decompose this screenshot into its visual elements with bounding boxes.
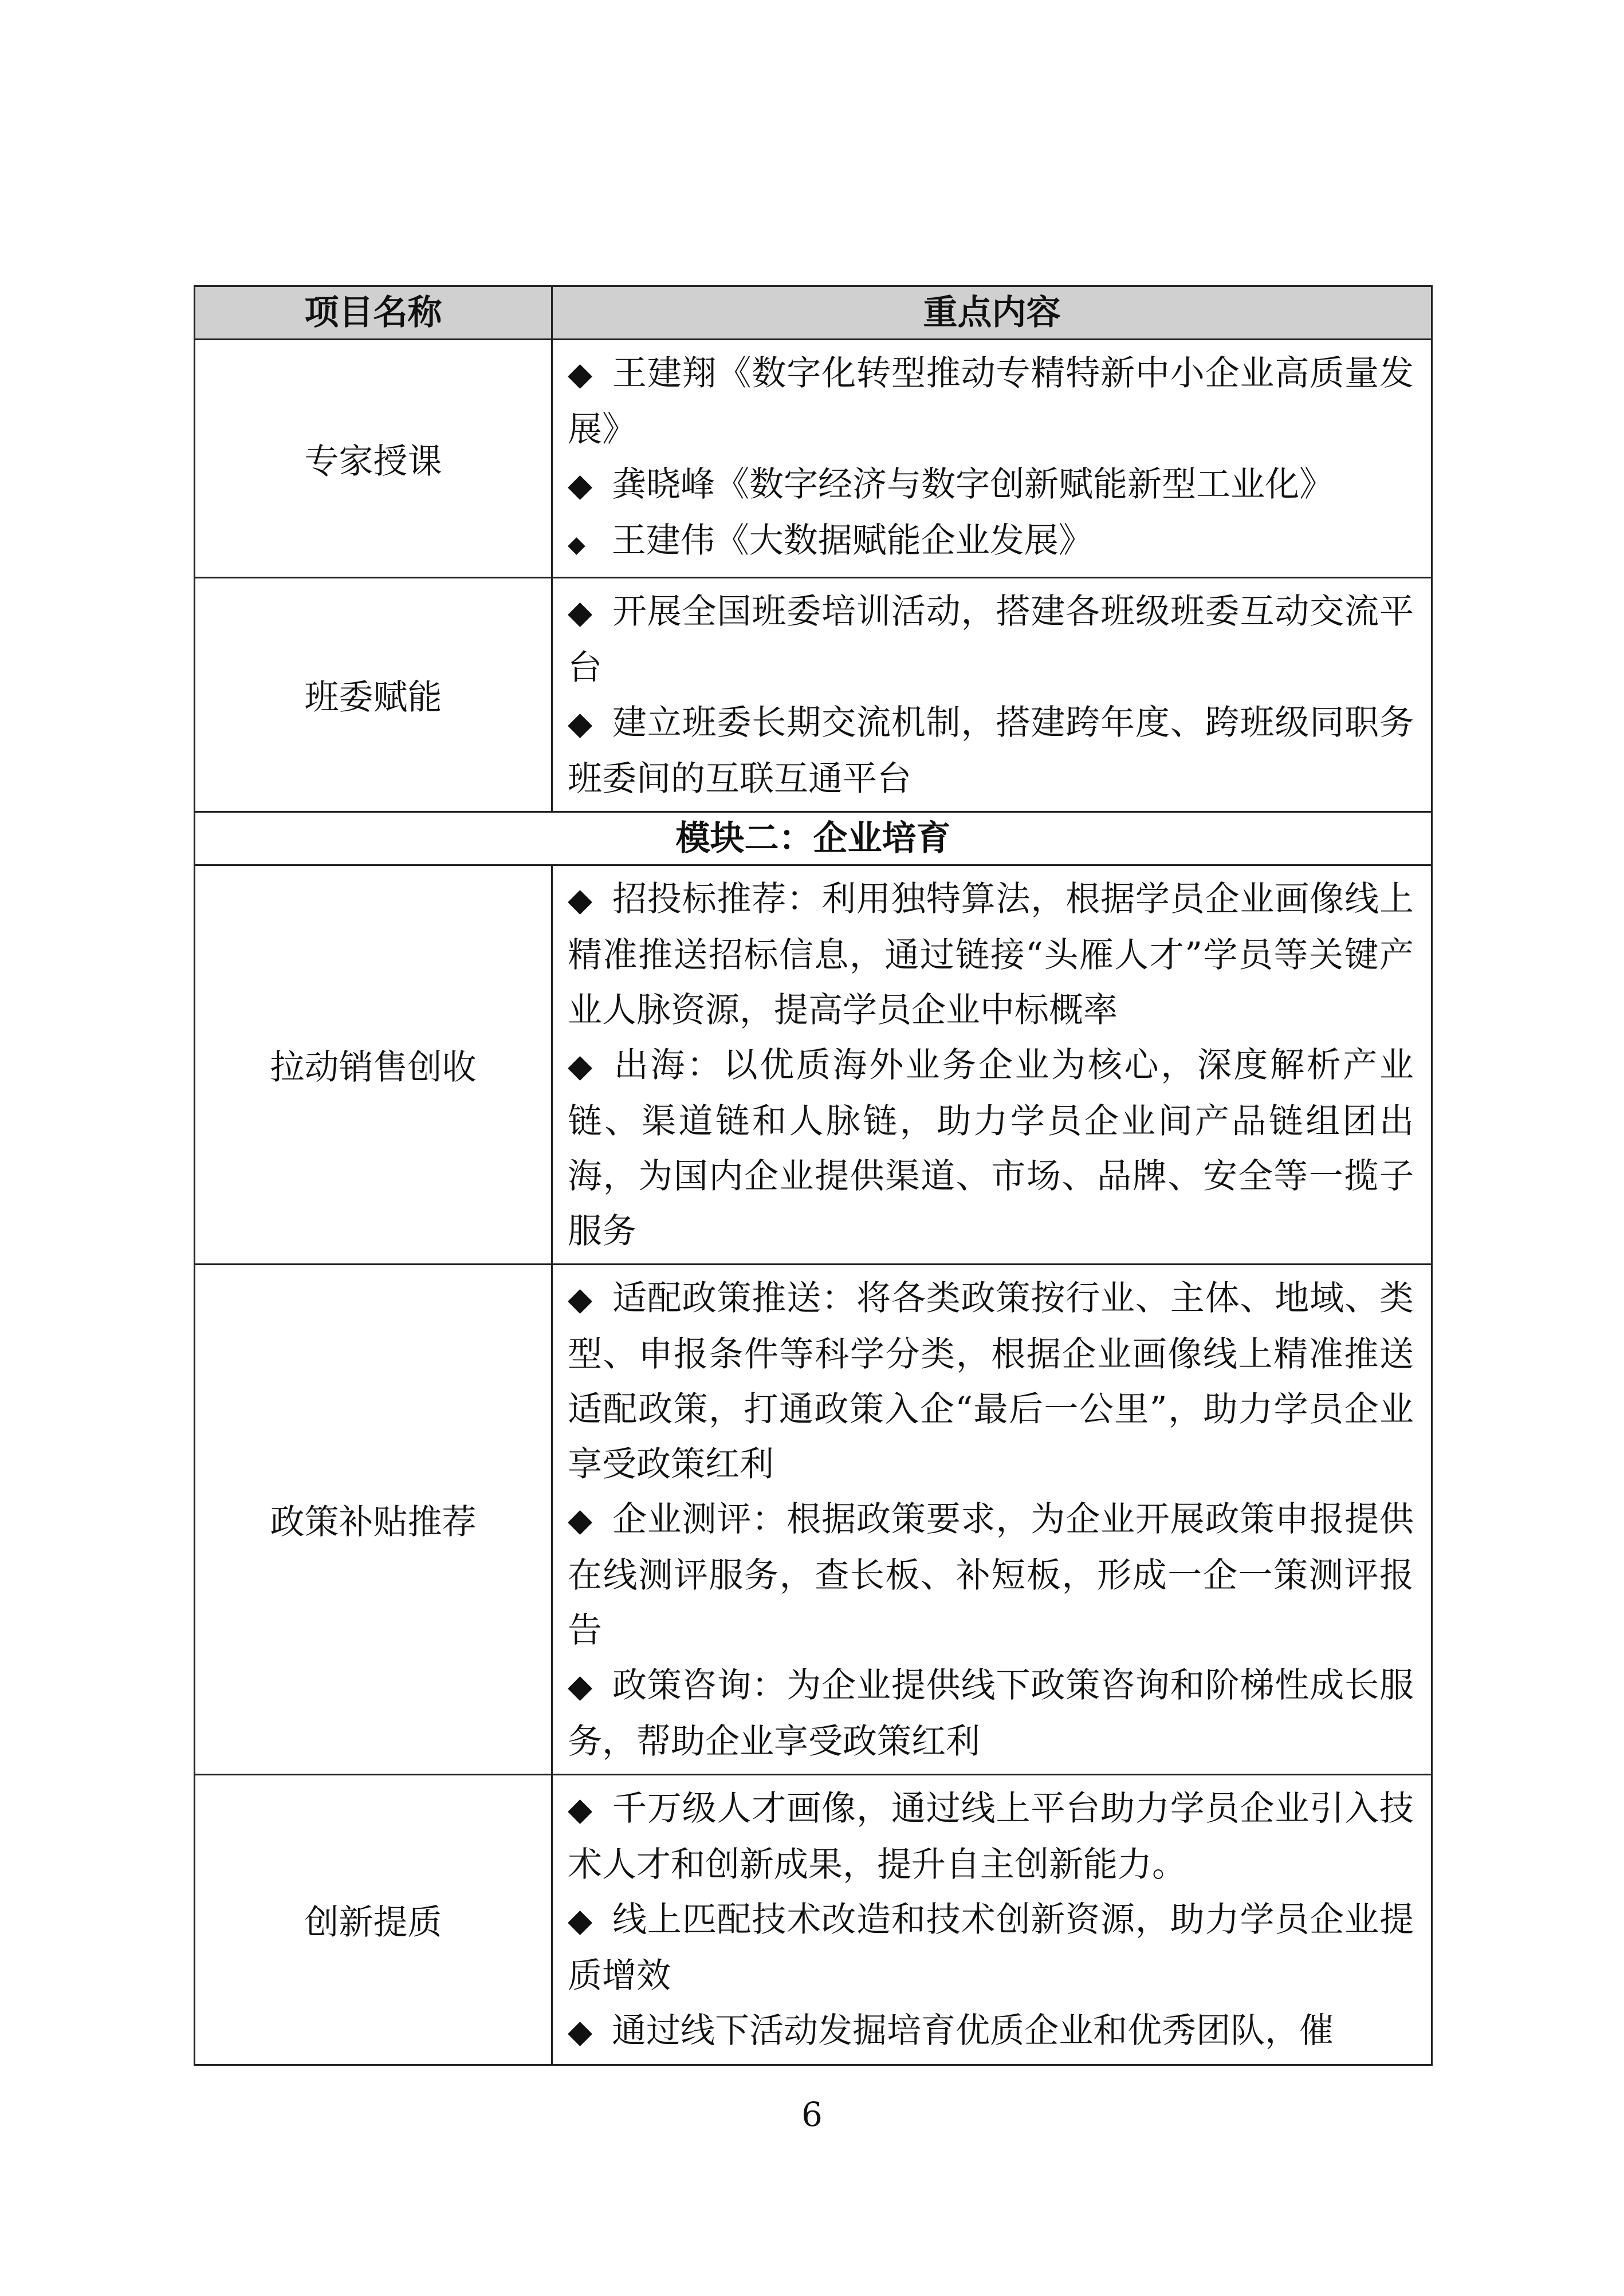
list-item: ◆ 龚晓峰《数字经济与数字创新赋能新型工业化》 <box>568 464 1334 505</box>
module-heading-row <box>195 812 1432 865</box>
diamond-bullet-icon: ◆ <box>568 1668 593 1705</box>
diamond-bullet-icon: ◆ <box>568 1502 593 1539</box>
row-name: 创新提质 <box>195 1775 552 2065</box>
list-item: ◆ 王建翔《数字化转型推动专精特新中小企业高质量发展》 <box>568 353 1414 450</box>
list-item: ◆ 政策咨询：为企业提供线下政策咨询和阶梯性成长服务，帮助企业享受政策红利 <box>568 1665 1414 1762</box>
row-content <box>552 1265 1432 1775</box>
header-key-content: 重点内容 <box>552 286 1432 340</box>
table-row <box>195 1775 1432 2065</box>
list-item: ◆ 王建伟《大数据赋能企业发展》 <box>568 521 1093 561</box>
table-row <box>195 578 1432 812</box>
list-item: ◆ 适配政策推送：将各类政策按行业、主体、地域、类型、申报条件等科学分类，根据企业画像线上精准推送适配政策，打通政策入企“最后一公里”，助力学员企业享受政策红利 <box>568 1278 1414 1484</box>
row-name: 专家授课 <box>195 340 552 578</box>
row-content <box>552 340 1432 578</box>
diamond-bullet-icon: ◆ <box>568 705 593 742</box>
list-item: ◆ 出海：以优质海外业务企业为核心，深度解析产业链、渠道链和人脉链，助力学员企业间产品链组团出海，为国内企业提供渠道、市场、品牌、安全等一揽子服务 <box>568 1045 1414 1251</box>
diamond-bullet-icon: ◆ <box>568 356 593 393</box>
diamond-bullet-icon: ◆ <box>568 1281 593 1318</box>
row-content <box>552 578 1432 812</box>
row-name: 政策补贴推荐 <box>195 1265 552 1775</box>
page-number: 6 <box>801 2095 823 2134</box>
table-row <box>195 340 1432 578</box>
content-table <box>194 285 1433 2066</box>
module-title: 模块二：企业培育 <box>195 812 1432 865</box>
list-item: ◆ 线上匹配技术改造和技术创新资源，助力学员企业提质增效 <box>568 1900 1414 1996</box>
list-item: ◆ 通过线下活动发掘培育优质企业和优秀团队，催 <box>568 2011 1334 2051</box>
table-row <box>195 865 1432 1265</box>
diamond-bullet-icon: ◆ <box>568 594 593 631</box>
diamond-bullet-icon: ◆ <box>568 881 593 919</box>
row-name: 班委赋能 <box>195 578 552 812</box>
list-item: ◆ 千万级人才画像，通过线上平台助力学员企业引入技术人才和创新成果，提升自主创新能力。 <box>568 1789 1414 1885</box>
diamond-bullet-icon: ◆ <box>568 1047 595 1085</box>
table-header-row <box>195 286 1432 340</box>
list-item: ◆ 建立班委长期交流机制，搭建跨年度、跨班级同职务班委间的互联互通平台 <box>568 703 1414 799</box>
list-item: ◆ 开展全国班委培训活动，搭建各班级班委互动交流平台 <box>568 592 1414 688</box>
list-item: ◆ 企业测评：根据政策要求，为企业开展政策申报提供在线测评服务，查长板、补短板，形成一企一策测评报告 <box>568 1499 1414 1651</box>
row-content <box>552 1775 1432 2065</box>
diamond-bullet-icon: ◆ <box>568 1902 593 1939</box>
table-row <box>195 1265 1432 1775</box>
row-content <box>552 865 1432 1265</box>
diamond-bullet-icon: ◆ <box>568 531 585 558</box>
diamond-bullet-icon: ◆ <box>568 1791 593 1828</box>
list-item: ◆ 招投标推荐：利用独特算法，根据学员企业画像线上精准推送招标信息，通过链接“头雁人才”学员等关键产业人脉资源，提高学员企业中标概率 <box>568 879 1414 1030</box>
diamond-bullet-icon: ◆ <box>568 2013 593 2050</box>
header-project-name: 项目名称 <box>195 286 552 340</box>
row-name: 拉动销售创收 <box>195 865 552 1265</box>
diamond-bullet-icon: ◆ <box>568 467 593 504</box>
